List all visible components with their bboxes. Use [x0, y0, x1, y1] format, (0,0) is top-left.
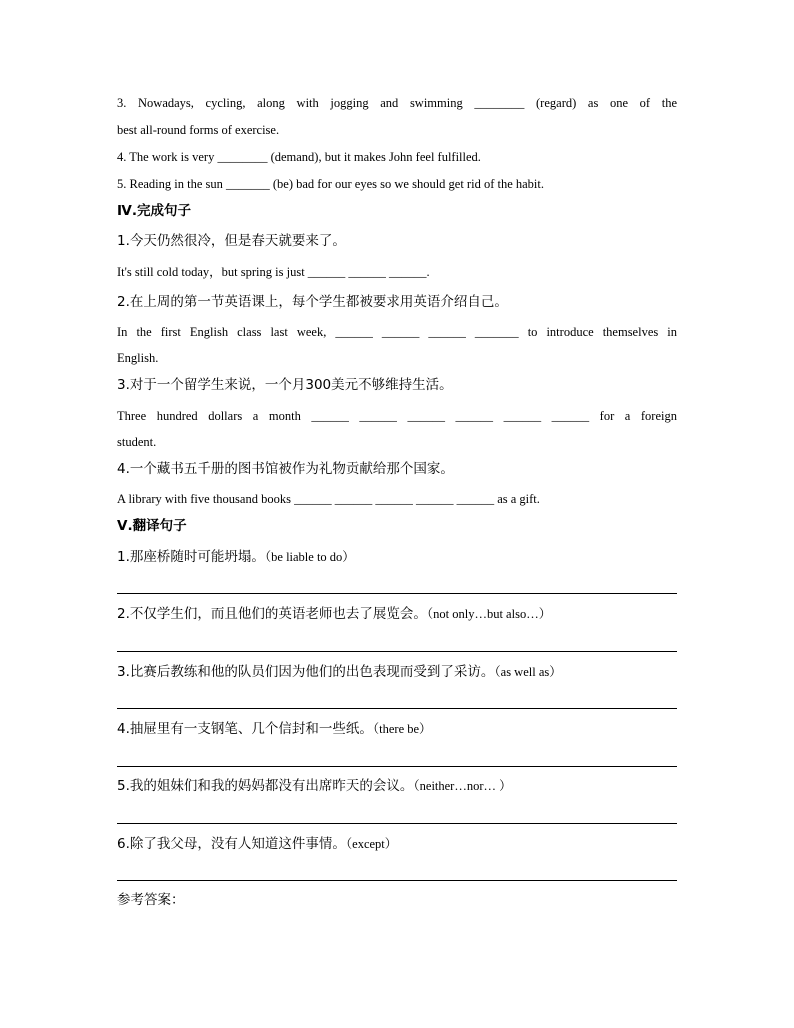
section-5-q6: [117, 836, 677, 852]
section-5-q3-chinese: 3.比赛后教练和他的队员们因为他们的出色表现而受到了采访。: [117, 664, 495, 680]
answer-line-2[interactable]: [117, 651, 677, 652]
section-5-q2: [117, 606, 677, 622]
section-5-q5-hint: （neither…nor… ）: [413, 779, 512, 793]
section-5-q6-chinese: 6.除了我父母，没有人知道这件事情。: [117, 836, 346, 852]
answer-line-1[interactable]: [117, 593, 677, 594]
section-4-q4-chinese: 4.一个藏书五千册的图书馆被作为礼物贡献给那个国家。: [117, 461, 454, 477]
section-4-q2-english-line-2: English.: [117, 351, 159, 365]
exercise-5: 5. Reading in the sun _______ (be) bad for our eyes so we should get rid of the habit.: [117, 177, 544, 191]
section-5-q3: [117, 664, 677, 680]
answer-line-4[interactable]: [117, 766, 677, 767]
section-5-q4: [117, 721, 677, 737]
section-5-q5: [117, 778, 677, 794]
exercise-3-line-2: best all-round forms of exercise.: [117, 123, 280, 137]
section-5-q5-chinese: 5.我的姐妹们和我的妈妈都没有出席昨天的会议。: [117, 778, 414, 794]
section-4-heading: Ⅳ.完成句子: [117, 203, 191, 219]
answers-label: 参考答案：: [117, 892, 185, 908]
section-4-q3-english-line-2: student.: [117, 435, 157, 449]
answer-line-5[interactable]: [117, 823, 677, 824]
answer-line-6[interactable]: [117, 880, 677, 881]
section-5-q2-hint: （not only…but also…）: [426, 607, 552, 621]
section-4-q3-english-line-1: Three hundred dollars a month ______ ______ ______ ______ ______ ______ for a foreign: [117, 409, 677, 423]
section-4-q1-chinese: 1.今天仍然很冷，但是春天就要来了。: [117, 233, 346, 249]
section-5-q4-hint: （there be）: [372, 722, 432, 736]
section-4-q3-chinese: 3.对于一个留学生来说，一个月300美元不够维持生活。: [117, 377, 453, 393]
section-4-q2-chinese: 2.在上周的第一节英语课上，每个学生都被要求用英语介绍自己。: [117, 294, 508, 310]
section-5-q1-hint: （be liable to do）: [264, 550, 355, 564]
section-5-q6-hint: （except）: [345, 837, 398, 851]
section-5-heading: Ⅴ.翻译句子: [117, 518, 187, 534]
answer-line-3[interactable]: [117, 708, 677, 709]
section-5-q1: [117, 549, 677, 565]
section-5-q3-hint: （as well as）: [494, 665, 562, 679]
section-5-q4-chinese: 4.抽屉里有一支钢笔、几个信封和一些纸。: [117, 721, 373, 737]
section-5-q1-chinese: 1.那座桥随时可能坍塌。: [117, 549, 265, 565]
section-4-q1-english: It's still cold today，but spring is just ______ ______ ______.: [117, 265, 430, 279]
section-4-q2-english-line-1: In the first English class last week, ______ ______ ______ _______ to introduce themselves in: [117, 325, 677, 339]
section-5-q2-chinese: 2.不仅学生们，而且他们的英语老师也去了展览会。: [117, 606, 427, 622]
exercise-3-line-1: 3. Nowadays, cycling, along with jogging and swimming ________ (regard) as one of the: [117, 96, 677, 110]
exercise-4: 4. The work is very ________ (demand), but it makes John feel fulfilled.: [117, 150, 481, 164]
section-4-q4-english: A library with five thousand books ______ ______ ______ ______ ______ as a gift.: [117, 492, 540, 506]
